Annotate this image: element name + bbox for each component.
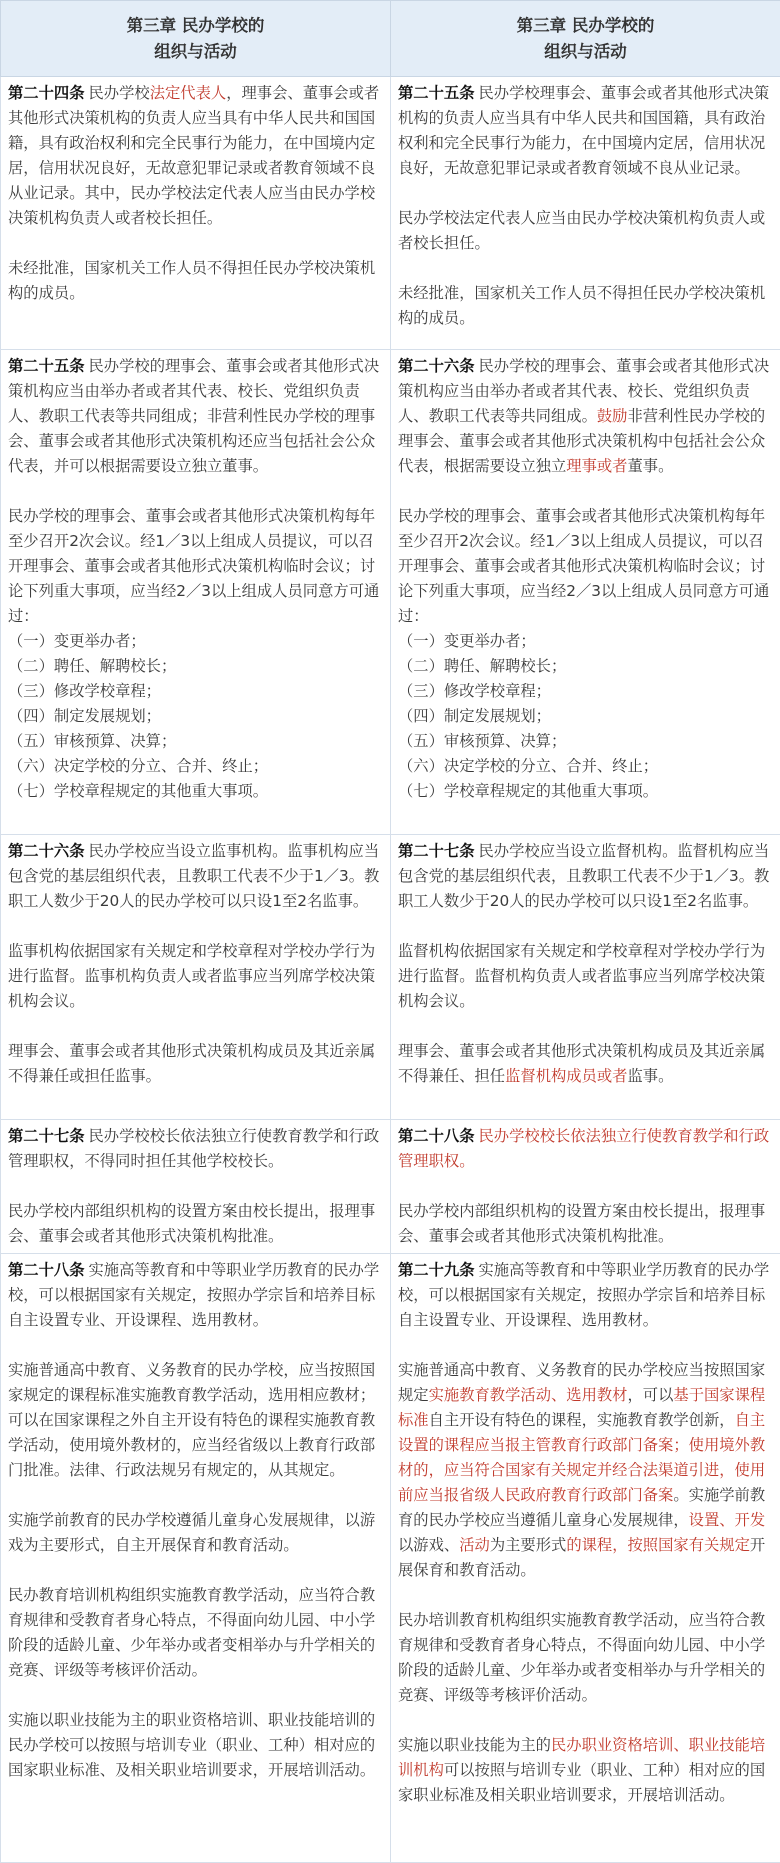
body-text: 民办学校的理事会、董事会或者其他形式决策机构每年至少召开2次会议。经1／3以上组成人员提议，可以召开理事会、董事会或者其他形式决策机构临时会议；讨论下列重大事项，应当经2／3以上组成人员同意方可通过： [398,507,770,625]
article-number: 第二十八条 [8,1261,85,1279]
body-text: 为主要形式 [489,1536,567,1554]
body-text: 民办学校内部组织机构的设置方案由校长提出，报理事会、董事会或者其他形式决策机构批准。 [8,1202,376,1245]
list-item: （二）聘任、解聘校长； [398,657,567,675]
paragraph [398,1039,773,1089]
paragraph [398,281,773,331]
list-item: （三）修改学校章程； [8,682,161,700]
new-text-cell [391,350,780,835]
body-text: 民办学校的理事会、董事会或者其他形式决策机构每年至少召开2次会议。经1／3以上组成人员提议，可以召开理事会、董事会或者其他形式决策机构临时会议；讨论下列重大事项，应当经2／3以上组成人员同意方可通过： [8,507,380,625]
highlighted-text: 鼓励 [596,407,628,425]
body-text: 未经批准，国家机关工作人员不得担任民办学校决策机构的成员。 [398,284,766,327]
list-item: （二）聘任、解聘校长； [8,657,177,675]
table-header-row [1,1,780,77]
paragraph-gap [8,914,383,939]
paragraph [8,1258,383,1333]
list-item: （五）审核预算、决算； [8,732,177,750]
body-text: 民办学校理事会、董事会或者其他形式决策机构的负责人应当具有中华人民共和国国籍，具有政治权利和完全民事行为能力，在中国境内定居，信用状况良好，无故意犯罪记录或者教育领域不良从业记录。 [398,84,770,177]
body-text: 以游戏、 [398,1536,460,1554]
body-text: 民办学校 [88,84,150,102]
article-number: 第二十六条 [8,842,85,860]
old-text-cell [1,1120,391,1254]
list-item: （六）决定学校的分立、合并、终止； [398,757,659,775]
paragraph-gap [8,231,383,256]
paragraph [398,354,773,479]
body-text: 未经批准，国家机关工作人员不得担任民办学校决策机构的成员。 [8,259,376,302]
highlighted-text: 的课程，按照国家有关规定 [566,1536,750,1554]
body-text: 董事。 [627,457,674,475]
list-item: （三）修改学校章程； [398,682,551,700]
paragraph [398,1733,773,1808]
body-text: 实施高等教育和中等职业学历教育的民办学校，可以根据国家有关规定，按照办学宗旨和培养目标自主设置专业、开设课程、选用教材。 [8,1261,380,1329]
highlighted-text: 基于国家课程标准 [398,1386,766,1429]
paragraph [8,1708,383,1783]
article-number: 第二十七条 [398,842,475,860]
body-text: 实施普通高中教育、义务教育的民办学校应当按照国家规定 [398,1361,766,1404]
paragraph-gap [398,1708,773,1733]
body-text: ，可以 [627,1386,674,1404]
new-text-cell [391,77,780,350]
paragraph-gap [8,1333,383,1358]
paragraph [398,1608,773,1708]
table-row [1,835,780,1120]
list-item: （七）学校章程规定的其他重大事项。 [8,782,269,800]
paragraph [8,504,383,804]
paragraph [8,1508,383,1558]
paragraph-gap [8,1683,383,1708]
paragraph [8,1039,383,1089]
paragraph [8,1199,383,1249]
highlighted-text: 理事或者 [566,457,628,475]
paragraph [8,939,383,1014]
paragraph-gap [8,479,383,504]
paragraph [8,1583,383,1683]
body-text: 民办学校的理事会、董事会或者其他形式决策机构应当由举办者或者其代表、校长、党组织负责人、教职工代表等共同组成。 [398,357,770,425]
paragraph-gap [398,1583,773,1608]
highlighted-text: 设置、开发 [688,1511,766,1529]
list-item: （一）变更举办者； [8,632,146,650]
paragraph [8,1124,383,1174]
list-item: （四）制定发展规划； [398,707,551,725]
body-text: 实施高等教育和中等职业学历教育的民办学校，可以根据国家有关规定，按照办学宗旨和培养目标自主设置专业、开设课程、选用教材。 [398,1261,770,1329]
paragraph-gap [398,479,773,504]
paragraph [398,839,773,914]
body-text: 民办学校应当设立监事机构。监事机构应当包含党的基层组织代表，且教职工代表不少于1／3。教职工人数少于20人的民办学校可以只设1至2名监事。 [8,842,380,910]
header-left [1,1,391,77]
highlighted-text: 实施教育教学活动、选用教材 [428,1386,628,1404]
paragraph-gap [8,1014,383,1039]
paragraph [398,206,773,256]
body-text: 民办学校法定代表人应当由民办学校决策机构负责人或者校长担任。 [398,209,766,252]
body-text: 监事。 [627,1067,674,1085]
paragraph-gap [8,1558,383,1583]
body-text: ，理事会、董事会或者其他形式决策机构的负责人应当具有中华人民共和国国籍，具有政治权利和完全民事行为能力，在中国境内定居，信用状况良好，无故意犯罪记录或者教育领域不良从业记录。其中，民办学校法定代表人应当由民办学校决策机构负责人或者校长担任。 [8,84,380,227]
paragraph [398,504,773,804]
body-text: 民办学校内部组织机构的设置方案由校长提出，报理事会、董事会或者其他形式决策机构批准。 [398,1202,766,1245]
paragraph [8,256,383,306]
header-left-line-2: 组织与活动 [154,41,237,61]
old-text-cell [1,1254,391,1863]
body-text: 开展保育和教育活动。 [398,1536,766,1579]
header-left-line-1: 第三章 民办学校的 [126,15,265,35]
paragraph-gap [8,1483,383,1508]
paragraph [398,1199,773,1249]
paragraph [8,839,383,914]
article-number: 第二十五条 [398,84,475,102]
paragraph [398,1258,773,1333]
body-text: 非营利性民办学校的理事会、董事会或者其他形式决策机构中包括社会公众代表，根据需要设立独立 [398,407,766,475]
article-number: 第二十六条 [398,357,475,375]
list-item: （五）审核预算、决算； [398,732,567,750]
header-right-line-2: 组织与活动 [544,41,627,61]
header-right [391,1,780,77]
new-text-cell [391,1120,780,1254]
article-number: 第二十八条 [398,1127,475,1145]
body-text: 民办学校应当设立监督机构。监督机构应当包含党的基层组织代表，且教职工代表不少于1／3。教职工人数少于20人的民办学校可以只设1至2名监事。 [398,842,770,910]
highlighted-text: 活动 [459,1536,490,1554]
new-text-cell [391,835,780,1120]
paragraph-gap [398,181,773,206]
list-item: （七）学校章程规定的其他重大事项。 [398,782,659,800]
highlighted-text: 民办学校校长依法独立行使教育教学和行政管理职权。 [398,1127,770,1170]
body-text: 监督机构依据国家有关规定和学校章程对学校办学行为进行监督。监督机构负责人或者监事应当列席学校决策机构会议。 [398,942,766,1010]
old-text-cell [1,350,391,835]
paragraph [398,81,773,181]
body-text: 民办学校校长依法独立行使教育教学和行政管理职权，不得同时担任其他学校校长。 [8,1127,380,1170]
body-text: 理事会、董事会或者其他形式决策机构成员及其近亲属不得兼任、担任 [398,1042,766,1085]
paragraph-gap [398,1333,773,1358]
body-text: 实施以职业技能为主的职业资格培训、职业技能培训的民办学校可以按照与培训专业（职业、工种）相对应的国家职业标准、及相关职业培训要求，开展培训活动。 [8,1711,376,1779]
table-row [1,1254,780,1863]
highlighted-text: 自主设置的课程应当报主管教育行政部门备案；使用境外教材的，应当符合国家有关规定并经合法渠道引进，使用前应当报省级人民政府教育行政部门备案 [398,1411,766,1504]
list-item: （六）决定学校的分立、合并、终止； [8,757,269,775]
article-number: 第二十四条 [8,84,85,102]
body-text: 监事机构依据国家有关规定和学校章程对学校办学行为进行监督。监事机构负责人或者监事应当列席学校决策机构会议。 [8,942,376,1010]
list-item: （一）变更举办者； [398,632,536,650]
highlighted-text: 民办职业资格培训、职业技能培训机构 [398,1736,766,1779]
body-text: 民办学校的理事会、董事会或者其他形式决策机构应当由举办者或者其代表、校长、党组织负责人、教职工代表等共同组成；非营利性民办学校的理事会、董事会或者其他形式决策机构还应当包括社会公众代表，并可以根据需要设立独立董事。 [8,357,380,475]
body-text: 民办培训教育机构组织实施教育教学活动，应当符合教育规律和受教育者身心特点，不得面向幼儿园、中小学阶段的适龄儿童、少年举办或者变相举办与升学相关的竞赛、评级等考核评价活动。 [398,1611,766,1704]
old-text-cell [1,77,391,350]
article-number: 第二十五条 [8,357,85,375]
paragraph-gap [8,1174,383,1199]
highlighted-text: 监督机构成员或者 [505,1067,628,1085]
body-text: 理事会、董事会或者其他形式决策机构成员及其近亲属不得兼任或担任监事。 [8,1042,376,1085]
article-number: 第二十七条 [8,1127,85,1145]
article-number: 第二十九条 [398,1261,475,1279]
old-text-cell [1,835,391,1120]
list-item: （四）制定发展规划； [8,707,161,725]
paragraph [8,354,383,479]
body-text: 实施学前教育的民办学校遵循儿童身心发展规律，以游戏为主要形式，自主开展保育和教育活动。 [8,1511,376,1554]
body-text: 可以按照与培训专业（职业、工种）相对应的国家职业标准及相关职业培训要求，开展培训活动。 [398,1761,766,1804]
body-text: 民办教育培训机构组织实施教育教学活动，应当符合教育规律和受教育者身心特点，不得面向幼儿园、中小学阶段的适龄儿童、少年举办或者变相举办与升学相关的竞赛、评级等考核评价活动。 [8,1586,376,1679]
paragraph [8,1358,383,1483]
table-row [1,1120,780,1254]
body-text: 实施以职业技能为主的 [398,1736,551,1754]
new-text-cell [391,1254,780,1863]
paragraph-gap [398,914,773,939]
body-text: 。实施学前教育的民办学校应当遵循儿童身心发展规律， [398,1486,766,1529]
body-text: 实施普通高中教育、义务教育的民办学校，应当按照国家规定的课程标准实施教育教学活动，选用相应教材；可以在国家课程之外自主开设有特色的课程实施教育教学活动，使用境外教材的，应当经省级以上教育行政部门批准。法律、行政法规另有规定的，从其规定。 [8,1361,376,1479]
body-text: 自主开设有特色的课程，实施教育教学创新， [428,1411,735,1429]
header-right-line-1: 第三章 民办学校的 [516,15,655,35]
paragraph [398,1358,773,1583]
paragraph-gap [398,1014,773,1039]
table-row [1,77,780,350]
table-row [1,350,780,835]
paragraph-gap [398,256,773,281]
paragraph [398,939,773,1014]
paragraph-gap [398,1174,773,1199]
paragraph [8,81,383,231]
paragraph [398,1124,773,1174]
highlighted-text: 法定代表人 [149,84,227,102]
